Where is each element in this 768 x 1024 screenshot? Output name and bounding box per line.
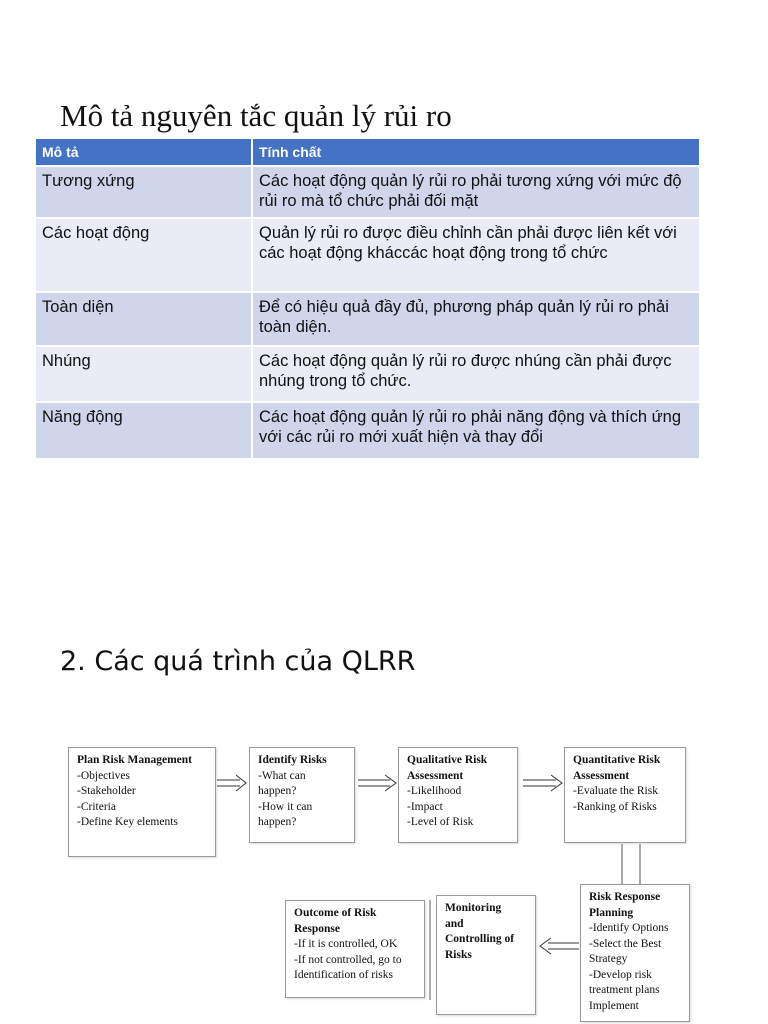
table-row xyxy=(36,166,699,218)
list-item: -Likelihood xyxy=(407,785,462,797)
box-title: Assessment xyxy=(407,769,464,782)
list-item: -If it is controlled, OK xyxy=(294,938,398,950)
row-label: Toàn diện xyxy=(36,292,252,346)
list-item: -Objectives xyxy=(77,769,131,782)
box-title: and xyxy=(445,917,464,930)
row-description: Quản lý rủi ro được điều chỉnh cần phải được liên kết với các hoạt động kháccác hoạt động trong tổ chức xyxy=(252,218,699,292)
box-title: Response xyxy=(294,922,341,935)
row-description: Các hoạt động quản lý rủi ro phải tương xứng với mức độ rủi ro mà tổ chức phải đối mặt xyxy=(252,166,699,218)
list-item: -Level of Risk xyxy=(407,816,474,828)
list-item: treatment plans xyxy=(589,984,660,996)
row-label: Nhúng xyxy=(36,346,252,402)
box-title: Plan Risk Management xyxy=(77,754,192,766)
row-description: Các hoạt động quản lý rủi ro phải năng động và thích ứng với các rủi ro mới xuất hiện và thay đổi xyxy=(252,402,699,458)
box-title: Monitoring xyxy=(445,902,502,914)
list-item: -Ranking of Risks xyxy=(573,800,657,813)
monitoring-controlling-box xyxy=(436,895,536,1015)
box-title: Risks xyxy=(445,948,472,961)
identify-risks-box xyxy=(249,747,355,843)
box-title: Risk Response xyxy=(589,891,661,903)
list-item: Identification of risks xyxy=(294,969,394,981)
page-title: Mô tả nguyên tắc quản lý rủi ro xyxy=(60,98,452,133)
double-arrow-right xyxy=(523,775,562,791)
list-item: -Select the Best xyxy=(589,937,662,950)
double-arrow-right xyxy=(358,775,396,791)
outcome-of-risk-response-box xyxy=(285,900,425,998)
list-item: -Stakeholder xyxy=(77,785,136,797)
box-title: Planning xyxy=(589,906,634,919)
list-item: -Identify Options xyxy=(589,922,669,934)
header-description: Mô tả xyxy=(36,139,252,166)
list-item: Implement xyxy=(589,999,639,1012)
double-arrow-right xyxy=(217,775,246,791)
row-description: Các hoạt động quản lý rủi ro được nhúng cần phải được nhúng trong tổ chức. xyxy=(252,346,699,402)
list-item: -Develop risk xyxy=(589,968,652,981)
box-title: Quantitative Risk xyxy=(573,754,661,766)
principles-table xyxy=(36,139,699,458)
list-item: -Impact xyxy=(407,800,443,813)
list-item: happen? xyxy=(258,816,297,828)
list-item: -What can xyxy=(258,769,306,782)
list-item: -Define Key elements xyxy=(77,816,178,828)
box-title: Assessment xyxy=(573,769,630,782)
double-connector-down xyxy=(622,844,640,884)
box-title: Outcome of Risk xyxy=(294,907,377,919)
risk-response-planning-box xyxy=(580,884,690,1022)
row-label: Các hoạt động xyxy=(36,218,252,292)
table-row xyxy=(36,292,699,346)
section-title: 2. Các quá trình của QLRR xyxy=(60,646,416,677)
plan-risk-management-box xyxy=(68,747,216,857)
list-item: Strategy xyxy=(589,953,628,965)
table-row xyxy=(36,346,699,402)
list-item: -If not controlled, go to xyxy=(294,953,402,966)
list-item: -How it can xyxy=(258,800,313,813)
quantitative-assessment-box xyxy=(564,747,686,843)
list-item: -Criteria xyxy=(77,800,116,813)
box-title: Identify Risks xyxy=(258,754,327,766)
list-item: -Evaluate the Risk xyxy=(573,785,658,797)
table-row xyxy=(36,218,699,292)
list-item: happen? xyxy=(258,785,297,797)
header-property: Tính chất xyxy=(252,139,699,166)
qualitative-assessment-box xyxy=(398,747,518,843)
row-description: Để có hiệu quả đầy đủ, phương pháp quản lý rủi ro phải toàn diện. xyxy=(252,292,699,346)
double-arrow-left xyxy=(540,938,579,954)
row-label: Tương xứng xyxy=(36,166,252,218)
row-label: Năng động xyxy=(36,402,252,458)
table-header-row xyxy=(36,139,699,166)
box-title: Controlling of xyxy=(445,933,515,945)
box-title: Qualitative Risk xyxy=(407,754,488,766)
table-row xyxy=(36,402,699,458)
